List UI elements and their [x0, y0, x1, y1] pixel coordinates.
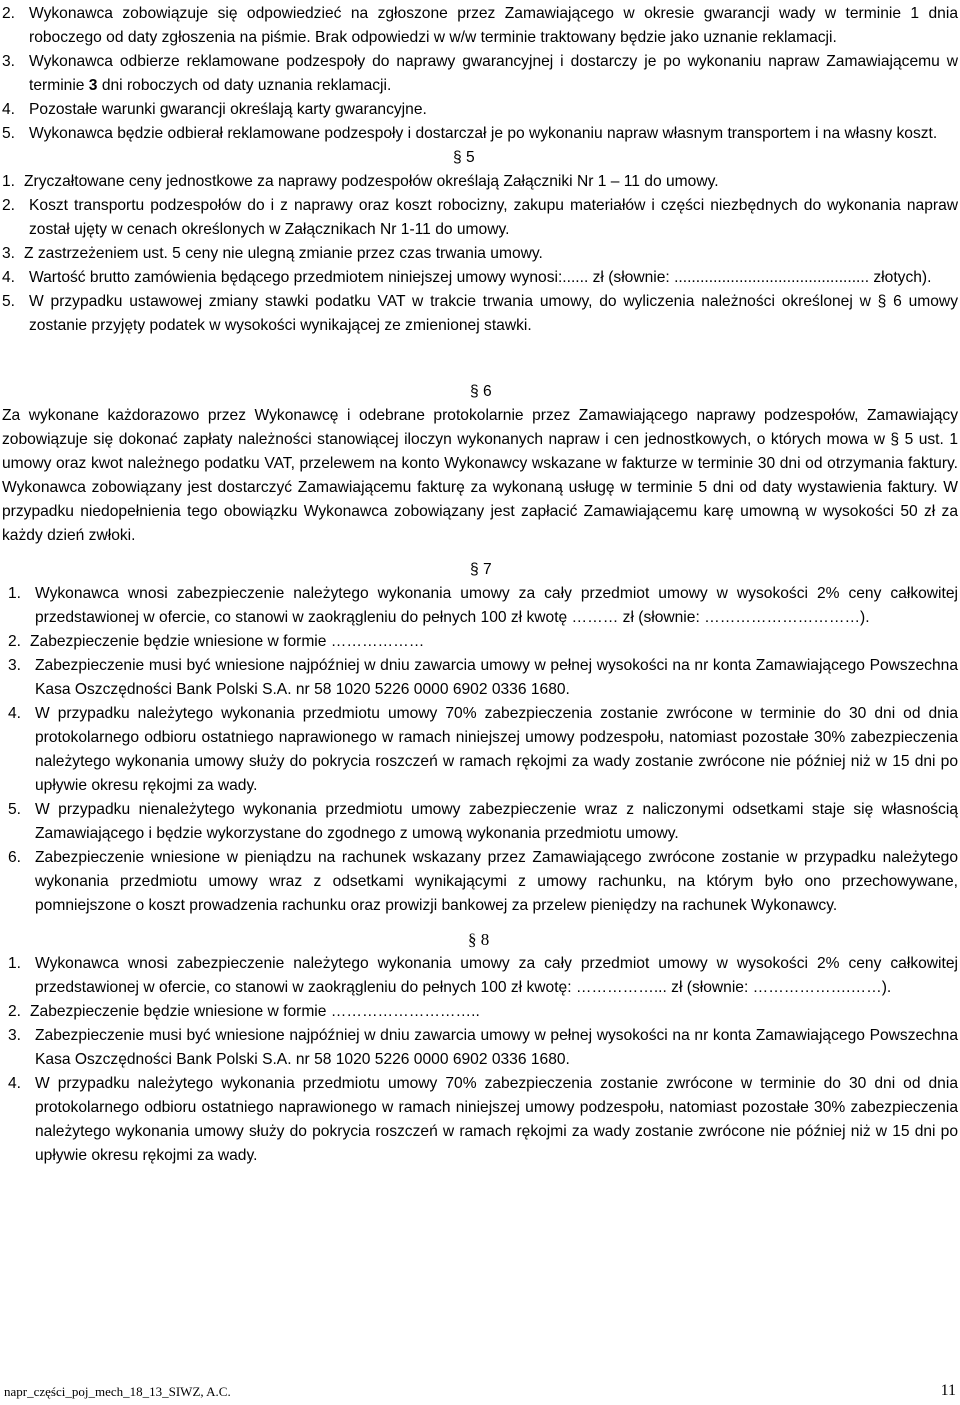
footer-filename: napr_części_poj_mech_18_13_SIWZ, A.C. [4, 1384, 231, 1399]
sec5-item-4 [2, 266, 958, 290]
spacer [2, 548, 958, 558]
footer-page-number: 11 [940, 1382, 956, 1399]
heading-text: § 8 [468, 930, 490, 949]
item-number: 3. [2, 245, 16, 262]
item-text: Pozostałe warunki gwarancji określają karty gwarancyjne. [29, 101, 427, 118]
item-bold-days: 3 [88, 77, 98, 94]
sec7-item-5 [8, 798, 958, 846]
heading-text: § 5 [453, 149, 475, 166]
spacer [2, 918, 958, 928]
item-number: 1. [2, 173, 16, 190]
section-7-heading [2, 558, 958, 582]
sec7-item-2 [8, 630, 958, 654]
item-number: 4. [2, 269, 16, 286]
sec8-item-4 [8, 1072, 958, 1168]
item-text: Wartość brutto zamówienia będącego przedmiotem niniejszej umowy wynosi:...... zł (słownie: ............................................. złotych). [29, 269, 932, 286]
item-text: Zabezpieczenie będzie wniesione w formie ……………… [30, 633, 425, 650]
section-6-heading [2, 380, 958, 404]
item-text: Wykonawca zobowiązuje się odpowiedzieć na zgłoszone przez Zamawiającego w okresie gwarancji wady w terminie 1 dnia roboczego od daty zgłoszenia na piśmie. Brak odpowiedzi w w/w terminie traktowany będzie jako uznanie reklamacji. [29, 5, 958, 46]
spacer [2, 338, 958, 380]
sec8-item-3 [8, 1024, 958, 1072]
item-number: 3. [8, 1027, 22, 1044]
item-number: 6. [8, 849, 22, 866]
section-5-heading [2, 146, 958, 170]
item-number: 2. [8, 633, 22, 650]
item-text: W przypadku nienależytego wykonania przedmiotu umowy zabezpieczenie wraz z naliczonymi odsetkami staje się własnością Zamawiającego i będzie wykorzystane do zgodnego z umową wykonania przedmiotu umowy. [35, 801, 958, 842]
item-number: 1. [8, 585, 22, 602]
sec5-item-3 [2, 242, 958, 266]
sec8-item-1 [8, 952, 958, 1000]
item-number: 2. [2, 5, 16, 22]
item-number: 2. [2, 197, 16, 214]
item-text: Zabezpieczenie wniesione w pieniądzu na rachunek wskazany przez Zamawiającego zwrócone zostanie w przypadku należytego wykonania przedmiotu umowy wraz z odsetkami wynikającymi z umowy rachunku, na którym było ono przechowywane, pomniejszone o koszt prowadzenia rachunku oraz prowizji bankowej za przelew pieniędzy na rachunek Wykonawcy. [35, 849, 958, 914]
item-number: 4. [8, 1075, 22, 1092]
item-text: Wykonawca wnosi zabezpieczenie należytego wykonania umowy za cały przedmiot umowy w wysokości 2% ceny całkowitej przedstawionej w ofercie, co stanowi w zaokrągleniu do pełnych 100 zł kwotę ……… zł (słownie: …………………………). [35, 585, 958, 626]
item-text: Wykonawca będzie odbierał reklamowane podzespoły i dostarczał je po wykonaniu napraw własnym transportem i na własny koszt. [29, 125, 938, 142]
item-number: 5. [2, 125, 16, 142]
section-8-heading [2, 928, 958, 952]
sec4-item-4 [2, 98, 958, 122]
item-number: 2. [8, 1003, 22, 1020]
sec7-item-4 [8, 702, 958, 798]
item-text: W przypadku należytego wykonania przedmiotu umowy 70% zabezpieczenia zostanie zwrócone w terminie do 30 dni od dnia protokolarnego odbioru ostatniego naprawionego w ramach niniejszej umowy podzespołu, natomiast pozostałe 30% zabezpieczenia należytego wykonania umowy służy do pokrycia roszczeń w ramach rękojmi za wady zostanie zwrócone nie później niż w 15 dni po upływie okresu rękojmi za wady. [35, 705, 958, 794]
sec4-item-2 [2, 2, 958, 50]
sec8-item-2 [8, 1000, 958, 1024]
sec5-item-2 [2, 194, 958, 242]
item-text: Zabezpieczenie musi być wniesione najpóźniej w dniu zawarcia umowy w pełnej wysokości na nr konta Zamawiającego Powszechna Kasa Oszczędności Bank Polski S.A. nr 58 1020 5226 0000 6902 0336 1680. [35, 1027, 958, 1068]
section-5-items [2, 170, 958, 338]
item-number: 4. [8, 705, 22, 722]
section-6-paragraph: Za wykonane każdorazowo przez Wykonawcę i odebrane protokolarnie przez Zamawiającego naprawy podzespołów, Zamawiający zobowiązuje się dokonać zapłaty należności stanowiącej iloczyn wykonanych napraw i cen jednostkowych, o których mowa w § 5 ust. 1 umowy oraz kwot należnego podatku VAT, przelewem na konto Wykonawcy wskazane w fakturze w terminie 30 dni od otrzymania faktury. Wykonawca zobowiązany jest dostarczyć Zamawiającemu fakturę za wykonaną usługę w terminie 5 dni od daty wystawienia faktury. W przypadku niedopełnienia tego obowiązku Wykonawca zobowiązany jest zapłacić Zamawiającemu karę umowną w wysokości 50 zł za każdy dzień zwłoki. [2, 407, 958, 544]
item-text: W przypadku należytego wykonania przedmiotu umowy 70% zabezpieczenia zostanie zwrócone w terminie do 30 dni od dnia protokolarnego odbioru ostatniego naprawionego w ramach niniejszej umowy podzespołu, natomiast pozostałe 30% zabezpieczenia należytego wykonania umowy służy do pokrycia roszczeń w ramach rękojmi za wady zostanie zwrócone nie później niż w 15 dni po upływie okresu rękojmi za wady. [35, 1075, 958, 1164]
item-text: W przypadku ustawowej zmiany stawki podatku VAT w trakcie trwania umowy, do wyliczenia należności określonej w § 6 umowy zostanie przyjęty podatek w wysokości wynikającej ze zmienionej stawki. [29, 293, 958, 334]
sec4-item-5 [2, 122, 958, 146]
item-number: 4. [2, 101, 16, 118]
section-4-items [2, 2, 958, 146]
sec5-item-1 [2, 170, 958, 194]
item-text: Koszt transportu podzespołów do i z naprawy oraz koszt robocizny, zakupu materiałów i części niezbędnych do wykonania napraw został ujęty w cenach określonych w Załącznikach Nr 1-11 do umowy. [29, 197, 958, 238]
item-text: Z zastrzeżeniem ust. 5 ceny nie ulegną zmianie przez czas trwania umowy. [24, 245, 543, 262]
item-text: Zryczałtowane ceny jednostkowe za naprawy podzespołów określają Załączniki Nr 1 – 11 do umowy. [24, 173, 719, 190]
sec7-item-1 [8, 582, 958, 630]
sec7-item-3 [8, 654, 958, 702]
section-7-items [2, 582, 958, 918]
section-8-items [2, 952, 958, 1168]
item-text-after: dni roboczych od daty uznania reklamacji. [97, 77, 392, 94]
document-content [2, 2, 958, 1168]
item-number: 3. [2, 53, 16, 70]
item-text: Zabezpieczenie musi być wniesione najpóźniej w dniu zawarcia umowy w pełnej wysokości na nr konta Zamawiającego Powszechna Kasa Oszczędności Bank Polski S.A. nr 58 1020 5226 0000 6902 0336 1680. [35, 657, 958, 698]
item-number: 1. [8, 955, 22, 972]
item-text: Zabezpieczenie będzie wniesione w formie ……………………….. [30, 1003, 480, 1020]
item-number: 3. [8, 657, 22, 674]
heading-text: § 7 [470, 561, 492, 578]
item-number: 5. [8, 801, 22, 818]
heading-text: § 6 [470, 383, 492, 400]
sec5-item-5 [2, 290, 958, 338]
sec4-item-3 [2, 50, 958, 98]
item-number: 5. [2, 293, 16, 310]
item-text-before: Wykonawca odbierze reklamowane podzespoły do naprawy gwarancyjnej i dostarczy je po wykonaniu napraw Zamawiającemu w terminie [29, 53, 958, 94]
sec7-item-6 [8, 846, 958, 918]
item-text: Wykonawca wnosi zabezpieczenie należytego wykonania umowy za cały przedmiot umowy w wysokości 2% ceny całkowitej przedstawionej w ofercie, co stanowi w zaokrągleniu do pełnych 100 zł kwotę: ……………... zł (słownie: ……………….……). [35, 955, 958, 996]
